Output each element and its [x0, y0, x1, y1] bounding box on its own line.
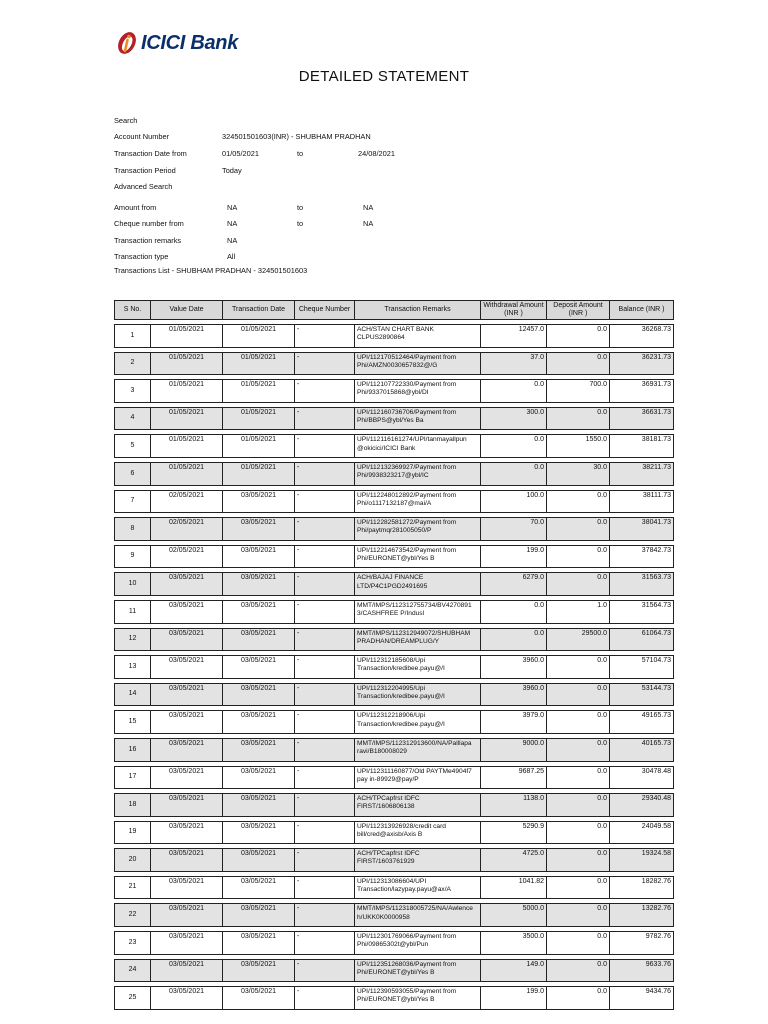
transaction-type-value: All: [227, 252, 236, 261]
cell-deposit: 0.0: [547, 876, 610, 900]
transaction-type-label: Transaction type: [114, 252, 169, 261]
cell-sno: 8: [114, 517, 151, 541]
cell-balance: 29340.48: [610, 793, 674, 817]
cell-cheque-number: -: [295, 407, 355, 431]
cheque-from-label: Cheque number from: [114, 219, 184, 228]
cell-transaction-date: 03/05/2021: [223, 903, 295, 927]
cell-cheque-number: -: [295, 738, 355, 762]
cell-value-date: 03/05/2021: [151, 628, 223, 652]
cell-value-date: 03/05/2021: [151, 986, 223, 1010]
table-row: [114, 572, 674, 596]
cell-value-date: 02/05/2021: [151, 545, 223, 569]
cell-withdrawal: 70.0: [481, 517, 547, 541]
cell-transaction-date: 01/05/2021: [223, 324, 295, 348]
cell-remarks: UPI/112351268036/Payment from Phi/EURONET@ybl/Yes B: [355, 959, 481, 983]
cell-value-date: 03/05/2021: [151, 931, 223, 955]
cell-value-date: 03/05/2021: [151, 600, 223, 624]
transaction-period-label: Transaction Period: [114, 166, 176, 175]
cell-sno: 17: [114, 766, 151, 790]
cell-cheque-number: -: [295, 628, 355, 652]
date-to-label: to: [297, 149, 304, 158]
cell-cheque-number: -: [295, 793, 355, 817]
table-row: [114, 821, 674, 845]
cell-deposit: 0.0: [547, 407, 610, 431]
cell-value-date: 01/05/2021: [151, 324, 223, 348]
cell-remarks: UPI/112116161274/UPI/tanmayallpun @okicici/ICICI Bank: [355, 434, 481, 458]
table-row: [114, 379, 674, 403]
cell-sno: 20: [114, 848, 151, 872]
cell-sno: 15: [114, 710, 151, 734]
transactions-list-caption: Transactions List - SHUBHAM PRADHAN - 324501501603: [114, 266, 308, 275]
cell-remarks: UPI/112132369927/Payment from Phi/9938323217@ybl/IC: [355, 462, 481, 486]
cell-balance: 38181.73: [610, 434, 674, 458]
cell-deposit: 0.0: [547, 848, 610, 872]
cell-sno: 6: [114, 462, 151, 486]
cell-withdrawal: 1041.82: [481, 876, 547, 900]
cell-transaction-date: 03/05/2021: [223, 628, 295, 652]
cell-value-date: 01/05/2021: [151, 407, 223, 431]
cell-sno: 16: [114, 738, 151, 762]
cell-remarks: ACH/TPCapfrst IDFC FIRST/1606806138: [355, 793, 481, 817]
cell-remarks: UPI/112160736706/Payment from Phi/BBPS@ybl/Yes Ba: [355, 407, 481, 431]
cell-transaction-date: 03/05/2021: [223, 710, 295, 734]
cell-withdrawal: 9687.25: [481, 766, 547, 790]
cell-withdrawal: 12457.0: [481, 324, 547, 348]
cell-cheque-number: -: [295, 490, 355, 514]
cell-value-date: 01/05/2021: [151, 434, 223, 458]
cell-deposit: 0.0: [547, 738, 610, 762]
cell-transaction-date: 03/05/2021: [223, 683, 295, 707]
cell-withdrawal: 0.0: [481, 379, 547, 403]
cell-value-date: 03/05/2021: [151, 876, 223, 900]
cell-withdrawal: 0.0: [481, 462, 547, 486]
cell-cheque-number: -: [295, 572, 355, 596]
cell-balance: 9434.76: [610, 986, 674, 1010]
cell-transaction-date: 03/05/2021: [223, 600, 295, 624]
transaction-date-from-label: Transaction Date from: [114, 149, 187, 158]
cell-transaction-date: 03/05/2021: [223, 572, 295, 596]
page-title: DETAILED STATEMENT: [298, 68, 470, 85]
cell-transaction-date: 03/05/2021: [223, 766, 295, 790]
cell-deposit: 30.0: [547, 462, 610, 486]
cell-transaction-date: 03/05/2021: [223, 738, 295, 762]
cell-deposit: 0.0: [547, 490, 610, 514]
cell-transaction-date: 01/05/2021: [223, 434, 295, 458]
cell-deposit: 1.0: [547, 600, 610, 624]
cell-deposit: 0.0: [547, 352, 610, 376]
header-balance: Balance (INR ): [610, 300, 674, 320]
cell-remarks: UPI/112107722330/Payment from Phi/9337015868@ybl/DI: [355, 379, 481, 403]
date-to-value: 24/08/2021: [358, 149, 395, 158]
cell-cheque-number: -: [295, 352, 355, 376]
cell-withdrawal: 0.0: [481, 628, 547, 652]
cell-withdrawal: 5000.0: [481, 903, 547, 927]
cell-remarks: ACH/TPCapfrst IDFC FIRST/1603761929: [355, 848, 481, 872]
cell-value-date: 03/05/2021: [151, 738, 223, 762]
cell-balance: 31563.73: [610, 572, 674, 596]
cell-balance: 37842.73: [610, 545, 674, 569]
cell-balance: 36631.73: [610, 407, 674, 431]
cell-remarks: UPI/112312185608/Upi Transaction/kredibee.payu@/I: [355, 655, 481, 679]
cell-value-date: 03/05/2021: [151, 683, 223, 707]
cell-deposit: 0.0: [547, 324, 610, 348]
cell-deposit: 0.0: [547, 821, 610, 845]
cell-value-date: 03/05/2021: [151, 572, 223, 596]
cell-withdrawal: 100.0: [481, 490, 547, 514]
cheque-to-value: NA: [363, 219, 374, 228]
cell-withdrawal: 149.0: [481, 959, 547, 983]
cell-withdrawal: 4725.0: [481, 848, 547, 872]
cell-withdrawal: 9000.0: [481, 738, 547, 762]
cell-balance: 31564.73: [610, 600, 674, 624]
cell-value-date: 03/05/2021: [151, 793, 223, 817]
cell-cheque-number: -: [295, 379, 355, 403]
cell-balance: 9633.76: [610, 959, 674, 983]
table-header-row: [114, 300, 674, 320]
cell-withdrawal: 3979.0: [481, 710, 547, 734]
cell-deposit: 0.0: [547, 766, 610, 790]
cell-balance: 30478.48: [610, 766, 674, 790]
cell-sno: 19: [114, 821, 151, 845]
cell-remarks: UPI/112313926928/credit card bill/cred@axisb/Axis B: [355, 821, 481, 845]
cell-cheque-number: -: [295, 545, 355, 569]
cell-remarks: MMT/IMPS/112312913600/NA/Palllapa ravi/B180008029: [355, 738, 481, 762]
table-row: [114, 600, 674, 624]
cell-transaction-date: 03/05/2021: [223, 517, 295, 541]
table-row: [114, 876, 674, 900]
table-row: [114, 628, 674, 652]
cell-cheque-number: -: [295, 959, 355, 983]
cell-balance: 40165.73: [610, 738, 674, 762]
cell-sno: 4: [114, 407, 151, 431]
cell-withdrawal: 300.0: [481, 407, 547, 431]
cell-remarks: UPI/112312218906/Upi Transaction/kredibee.payu@/I: [355, 710, 481, 734]
statement-table: [114, 296, 674, 1014]
cell-transaction-date: 01/05/2021: [223, 462, 295, 486]
cell-balance: 36231.73: [610, 352, 674, 376]
amount-from-label: Amount from: [114, 203, 157, 212]
cell-cheque-number: -: [295, 655, 355, 679]
cell-transaction-date: 01/05/2021: [223, 379, 295, 403]
cell-sno: 23: [114, 931, 151, 955]
cell-sno: 3: [114, 379, 151, 403]
cell-deposit: 0.0: [547, 793, 610, 817]
table-row: [114, 545, 674, 569]
account-number-label: Account Number: [114, 132, 170, 141]
table-row: [114, 793, 674, 817]
table-row: [114, 655, 674, 679]
cell-balance: 36268.73: [610, 324, 674, 348]
header-deposit-amount: Deposit Amount (INR ): [547, 300, 610, 320]
cell-transaction-date: 03/05/2021: [223, 490, 295, 514]
cell-cheque-number: -: [295, 434, 355, 458]
cell-cheque-number: -: [295, 821, 355, 845]
cell-balance: 38041.73: [610, 517, 674, 541]
search-heading: Search: [114, 116, 138, 125]
remarks-label: Transaction remarks: [114, 236, 182, 245]
cell-sno: 12: [114, 628, 151, 652]
cell-cheque-number: -: [295, 600, 355, 624]
cell-balance: 18282.76: [610, 876, 674, 900]
cell-sno: 13: [114, 655, 151, 679]
cell-deposit: 29500.0: [547, 628, 610, 652]
cell-sno: 14: [114, 683, 151, 707]
cell-deposit: 0.0: [547, 683, 610, 707]
header-value-date: Value Date: [151, 300, 223, 320]
cell-sno: 11: [114, 600, 151, 624]
table-row: [114, 848, 674, 872]
cell-withdrawal: 6279.0: [481, 572, 547, 596]
amount-to-label: to: [297, 203, 304, 212]
cell-sno: 7: [114, 490, 151, 514]
cell-withdrawal: 199.0: [481, 545, 547, 569]
cell-transaction-date: 03/05/2021: [223, 959, 295, 983]
cell-remarks: UPI/112311160877/Old PAYTMe4904f7 pay in-89929@pay/P: [355, 766, 481, 790]
remarks-value: NA: [227, 236, 238, 245]
table-row: [114, 352, 674, 376]
cell-sno: 18: [114, 793, 151, 817]
cheque-to-label: to: [297, 219, 304, 228]
cell-remarks: ACH/BAJAJ FINANCE LTD/P4C1PGD2491695: [355, 572, 481, 596]
cell-value-date: 03/05/2021: [151, 766, 223, 790]
bank-name: ICICI Bank: [141, 31, 239, 54]
cell-cheque-number: -: [295, 710, 355, 734]
cell-remarks: UPI/112313086604/UPI Transaction/lazypay.payu@ax/A: [355, 876, 481, 900]
cell-value-date: 03/05/2021: [151, 959, 223, 983]
table-row: [114, 517, 674, 541]
cell-withdrawal: 37.0: [481, 352, 547, 376]
cell-deposit: 0.0: [547, 931, 610, 955]
cell-remarks: MMT/IMPS/112312755734/BV4270891 3/CASHFREE P/Indusl: [355, 600, 481, 624]
cell-value-date: 01/05/2021: [151, 352, 223, 376]
cell-balance: 49165.73: [610, 710, 674, 734]
date-from-value: 01/05/2021: [222, 149, 259, 158]
cell-value-date: 02/05/2021: [151, 490, 223, 514]
cell-remarks: ACH/STAN CHART BANK CLPUS2890864: [355, 324, 481, 348]
table-row: [114, 986, 674, 1010]
cell-withdrawal: 199.0: [481, 986, 547, 1010]
cell-balance: 24049.58: [610, 821, 674, 845]
cell-value-date: 01/05/2021: [151, 379, 223, 403]
cell-cheque-number: -: [295, 903, 355, 927]
table-row: [114, 903, 674, 927]
cell-balance: 9782.76: [610, 931, 674, 955]
cell-transaction-date: 03/05/2021: [223, 931, 295, 955]
header-cheque-number: Cheque Number: [295, 300, 355, 320]
icici-logo-icon: [116, 30, 138, 56]
cell-sno: 9: [114, 545, 151, 569]
cell-cheque-number: -: [295, 324, 355, 348]
cell-deposit: 0.0: [547, 986, 610, 1010]
table-row: [114, 766, 674, 790]
cell-deposit: 0.0: [547, 517, 610, 541]
cell-cheque-number: -: [295, 766, 355, 790]
cell-transaction-date: 03/05/2021: [223, 545, 295, 569]
cell-cheque-number: -: [295, 986, 355, 1010]
cell-withdrawal: 0.0: [481, 600, 547, 624]
cell-cheque-number: -: [295, 462, 355, 486]
cell-value-date: 01/05/2021: [151, 462, 223, 486]
cell-value-date: 03/05/2021: [151, 821, 223, 845]
cell-transaction-date: 03/05/2021: [223, 848, 295, 872]
cell-balance: 38211.73: [610, 462, 674, 486]
table-row: [114, 407, 674, 431]
cell-deposit: 0.0: [547, 903, 610, 927]
cell-balance: 13282.76: [610, 903, 674, 927]
cell-balance: 19324.58: [610, 848, 674, 872]
cell-remarks: UPI/112301769066/Payment from Phi/09865302t@ybl/Pun: [355, 931, 481, 955]
cell-cheque-number: -: [295, 848, 355, 872]
cell-cheque-number: -: [295, 931, 355, 955]
cell-transaction-date: 03/05/2021: [223, 821, 295, 845]
cell-sno: 10: [114, 572, 151, 596]
advanced-search-label: Advanced Search: [114, 182, 173, 191]
table-row: [114, 462, 674, 486]
cell-sno: 22: [114, 903, 151, 927]
cell-transaction-date: 01/05/2021: [223, 352, 295, 376]
cell-balance: 38111.73: [610, 490, 674, 514]
cell-withdrawal: 5290.9: [481, 821, 547, 845]
cell-withdrawal: 3500.0: [481, 931, 547, 955]
cell-transaction-date: 01/05/2021: [223, 407, 295, 431]
cell-deposit: 0.0: [547, 572, 610, 596]
cell-transaction-date: 03/05/2021: [223, 655, 295, 679]
cell-balance: 61064.73: [610, 628, 674, 652]
cell-value-date: 03/05/2021: [151, 848, 223, 872]
cell-remarks: MMT/IMPS/112312949072/SHUBHAM PRADHAN/DREAMPLUG/Y: [355, 628, 481, 652]
cell-remarks: UPI/112170512464/Payment from Phi/AMZN0030657832@/G: [355, 352, 481, 376]
cell-deposit: 0.0: [547, 655, 610, 679]
cell-value-date: 03/05/2021: [151, 655, 223, 679]
cell-withdrawal: 1138.0: [481, 793, 547, 817]
cell-sno: 5: [114, 434, 151, 458]
header-sno: S No.: [114, 300, 151, 320]
transaction-period-value: Today: [222, 166, 242, 175]
cell-remarks: UPI/112214673542/Payment from Phi/EURONET@ybl/Yes B: [355, 545, 481, 569]
table-row: [114, 683, 674, 707]
cell-cheque-number: -: [295, 517, 355, 541]
amount-to-value: NA: [363, 203, 374, 212]
table-row: [114, 490, 674, 514]
cell-remarks: UPI/112390593055/Payment from Phi/EURONET@ybl/Yes B: [355, 986, 481, 1010]
bank-logo: [116, 28, 238, 58]
cell-sno: 24: [114, 959, 151, 983]
cell-cheque-number: -: [295, 683, 355, 707]
cell-remarks: UPI/112248012892/Payment from Phi/o1117132187@mai/A: [355, 490, 481, 514]
table-row: [114, 710, 674, 734]
cell-deposit: 0.0: [547, 959, 610, 983]
cell-remarks: MMT/IMPS/112318005725/NA/Awlence h/UKK0K0000958: [355, 903, 481, 927]
cell-sno: 2: [114, 352, 151, 376]
amount-from-value: NA: [227, 203, 238, 212]
table-row: [114, 959, 674, 983]
table-row: [114, 931, 674, 955]
cell-deposit: 0.0: [547, 710, 610, 734]
cell-transaction-date: 03/05/2021: [223, 986, 295, 1010]
table-row: [114, 324, 674, 348]
cell-value-date: 02/05/2021: [151, 517, 223, 541]
cell-value-date: 03/05/2021: [151, 903, 223, 927]
table-row: [114, 434, 674, 458]
cell-withdrawal: 3960.0: [481, 655, 547, 679]
cell-transaction-date: 03/05/2021: [223, 876, 295, 900]
header-transaction-date: Transaction Date: [223, 300, 295, 320]
cell-deposit: 0.0: [547, 545, 610, 569]
header-transaction-remarks: Transaction Remarks: [355, 300, 481, 320]
cell-deposit: 1550.0: [547, 434, 610, 458]
table-row: [114, 738, 674, 762]
cheque-from-value: NA: [227, 219, 238, 228]
cell-balance: 53144.73: [610, 683, 674, 707]
header-withdrawal-amount: Withdrawal Amount (INR ): [481, 300, 547, 320]
cell-remarks: UPI/112282581272/Payment from Phi/paytmqr281005050/P: [355, 517, 481, 541]
cell-withdrawal: 3960.0: [481, 683, 547, 707]
cell-remarks: UPI/112312204995/Upi Transaction/kredibee.payu@/I: [355, 683, 481, 707]
cell-deposit: 700.0: [547, 379, 610, 403]
cell-sno: 1: [114, 324, 151, 348]
cell-balance: 36931.73: [610, 379, 674, 403]
cell-withdrawal: 0.0: [481, 434, 547, 458]
cell-sno: 21: [114, 876, 151, 900]
cell-cheque-number: -: [295, 876, 355, 900]
cell-balance: 57104.73: [610, 655, 674, 679]
cell-value-date: 03/05/2021: [151, 710, 223, 734]
account-number-value: 324501501603(INR) - SHUBHAM PRADHAN: [222, 132, 371, 141]
cell-sno: 25: [114, 986, 151, 1010]
cell-transaction-date: 03/05/2021: [223, 793, 295, 817]
